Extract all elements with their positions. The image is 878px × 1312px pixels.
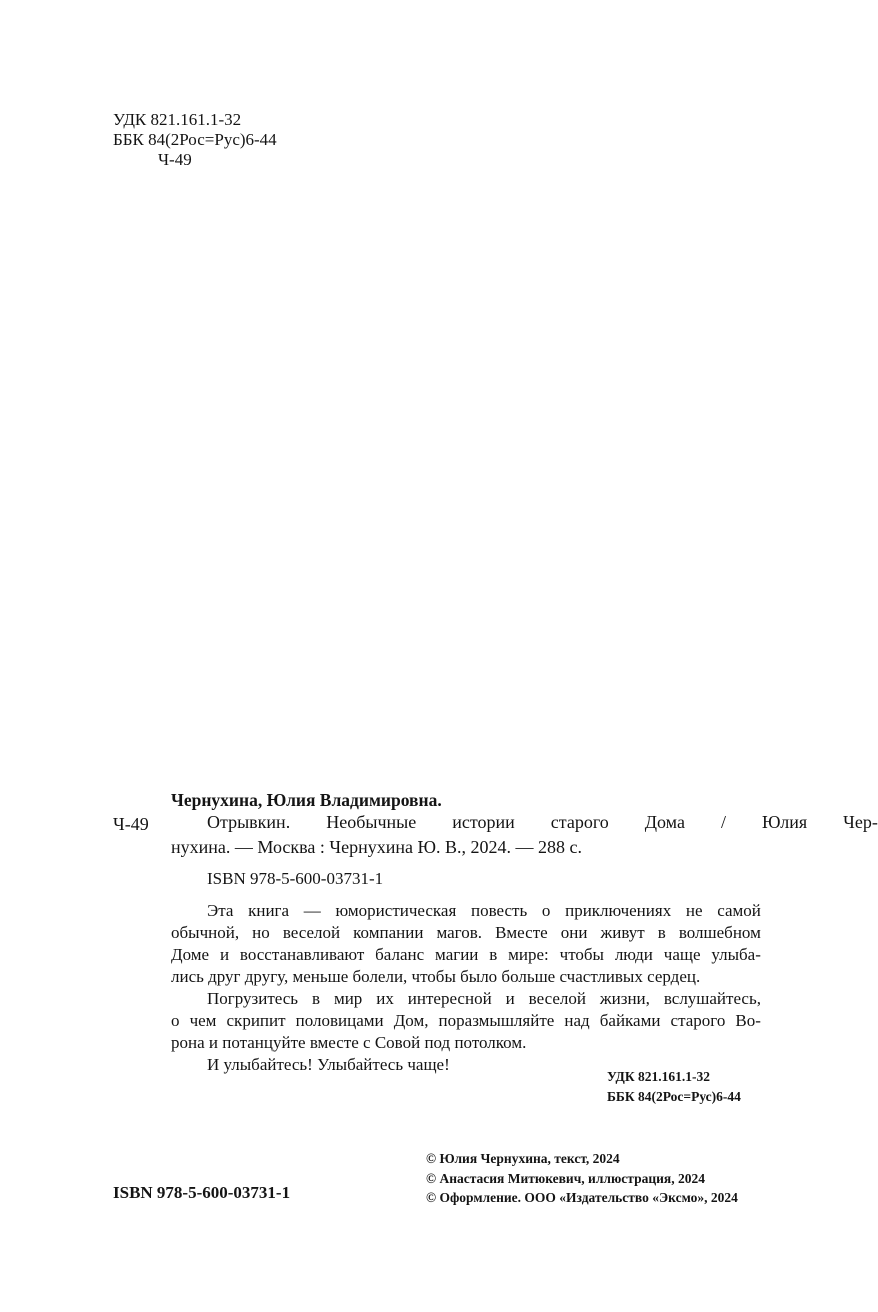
title-description: [171, 810, 878, 860]
annotation-line: рона и потанцуйте вместе с Совой под потолком.: [171, 1033, 527, 1052]
udk-code: УДК 821.161.1-32: [113, 110, 242, 129]
annotation-line: Доме и восстанавливают баланс магии в мире: чтобы люди чаще улыба-: [171, 945, 761, 964]
bbk-code-bottom: ББК 84(2Рос=Рус)6-44: [607, 1089, 741, 1104]
annotation-paragraph: [171, 988, 761, 1054]
isbn-line: ISBN 978-5-600-03731-1: [207, 869, 384, 888]
title-line: нухина. — Москва : Чернухина Ю. В., 2024. — 288 с.: [171, 837, 582, 857]
copyright-line: © Юлия Чернухина, текст, 2024: [426, 1151, 620, 1166]
top-classification-codes: [113, 110, 277, 170]
annotation: [171, 900, 761, 1076]
copyright-line: © Оформление. ООО «Издательство «Эксмо», 2024: [426, 1190, 738, 1205]
title-line: Отрывкин. Необычные истории старого Дома / Юлия Чер-: [207, 812, 878, 832]
annotation-line: обычной, но веселой компании магов. Вместе они живут в волшебном: [171, 923, 761, 942]
annotation-line: Эта книга — юмористическая повесть о приключениях не самой: [207, 901, 761, 920]
copyright-line: © Анастасия Митюкевич, иллюстрация, 2024: [426, 1170, 705, 1186]
annotation-line: И улыбайтесь! Улыбайтесь чаще!: [207, 1055, 450, 1074]
annotation-line: о чем скрипит половицами Дом, поразмышляйте над байками старого Во-: [171, 1011, 761, 1030]
isbn-bottom: ISBN 978-5-600-03731-1: [113, 1183, 291, 1202]
annotation-paragraph: [171, 900, 761, 988]
copyright-block: [426, 1149, 738, 1208]
annotation-line: Погрузитесь в мир их интересной и веселой жизни, вслушайтесь,: [207, 989, 761, 1008]
author-heading: Чернухина, Юлия Владимировна.: [171, 790, 442, 810]
author-mark: Ч-49: [158, 150, 192, 169]
author-mark-side: Ч-49: [113, 814, 149, 834]
bottom-classification-codes: [607, 1067, 741, 1107]
bbk-code: ББК 84(2Рос=Рус)6-44: [113, 130, 277, 149]
annotation-line: лись друг другу, меньше болели, чтобы было больше счастливых сердец.: [171, 967, 701, 986]
udk-code-bottom: УДК 821.161.1-32: [607, 1069, 710, 1084]
